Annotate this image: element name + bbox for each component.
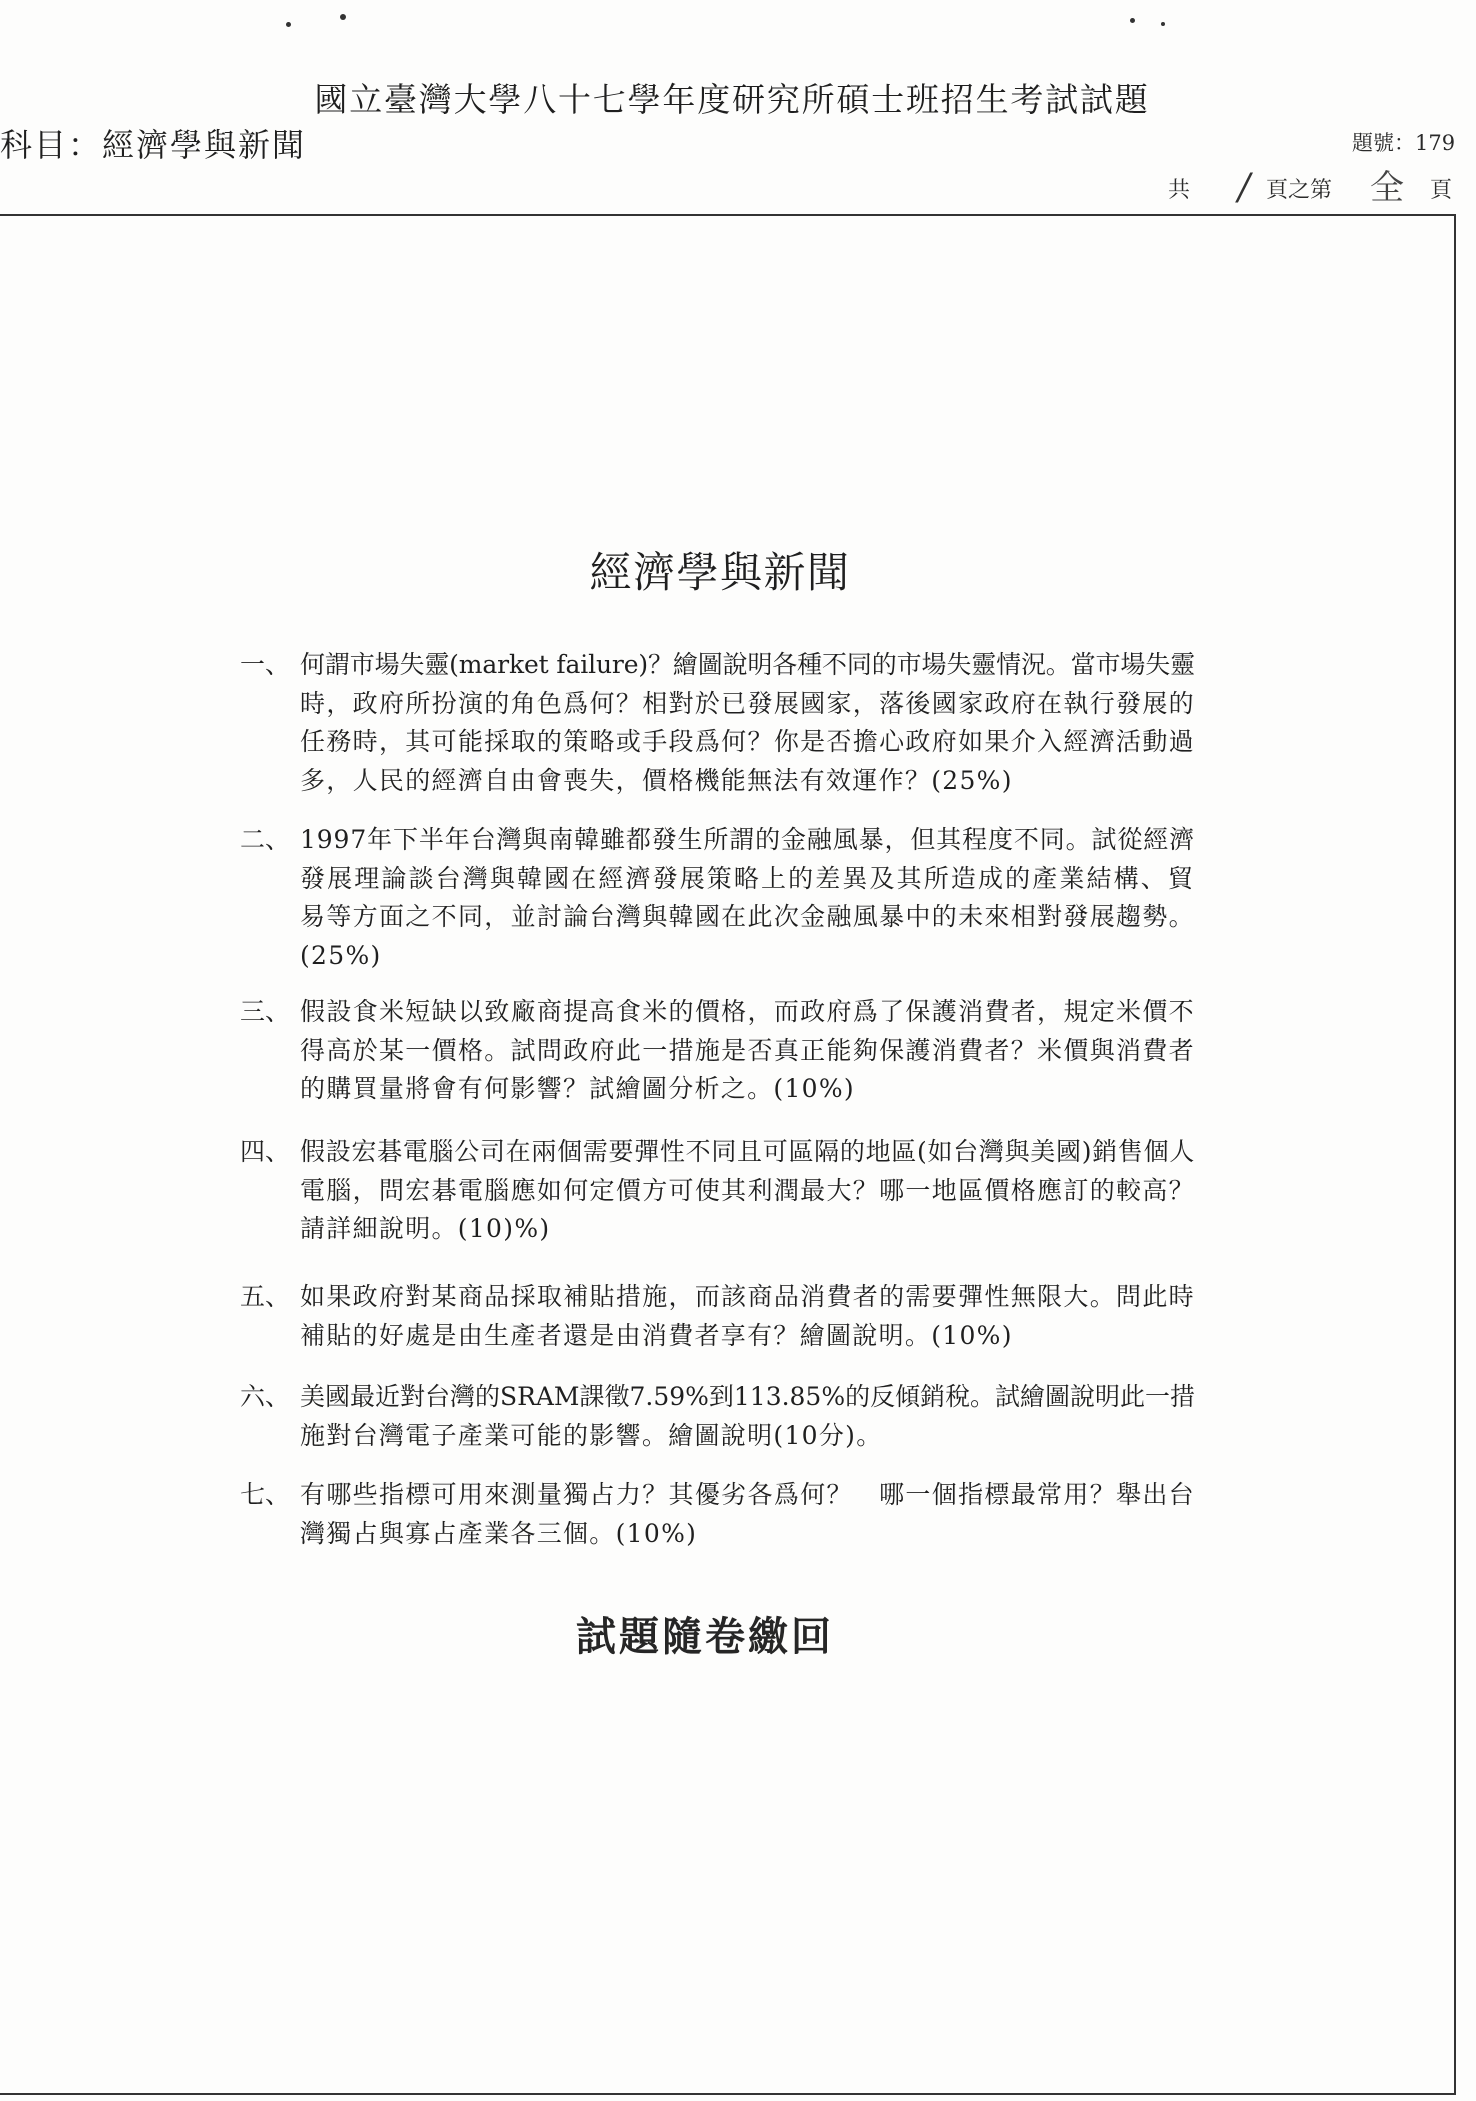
question-line: 灣獨占與寡占產業各三個。(10%) xyxy=(300,1518,698,1548)
question-number: 三、 xyxy=(240,997,291,1026)
question-line: 發展理論談台灣與韓國在經濟發展策略上的差異及其所造成的產業結構、貿 xyxy=(300,863,1195,893)
exam-title: 經濟學與新聞 xyxy=(589,548,851,597)
question-line: 時，政府所扮演的角色爲何？相對於已發展國家，落後國家政府在執行發展的 xyxy=(300,688,1195,718)
page-total-handwritten: / xyxy=(1238,167,1251,208)
question-line: 1997年下半年台灣與南韓雖都發生所謂的金融風暴，但其程度不同。試從經濟 xyxy=(300,825,1195,854)
question-line: 請詳細說明。(10)%) xyxy=(300,1214,551,1243)
question-line: 假設宏碁電腦公司在兩個需要彈性不同且可區隔的地區(如台灣與美國)銷售個人 xyxy=(300,1137,1195,1166)
scan-speck xyxy=(286,22,291,27)
question-number: 六、 xyxy=(240,1382,291,1411)
question-line: 多，人民的經濟自由會喪失，價格機能無法有效運作？(25%) xyxy=(300,765,1013,795)
page-suffix: 頁 xyxy=(1430,178,1453,203)
question-number: 五、 xyxy=(240,1282,291,1311)
scan-speck xyxy=(340,14,346,20)
question-3 xyxy=(240,993,1210,1153)
question-body xyxy=(300,1378,1197,1455)
question-number: 七、 xyxy=(240,1480,291,1509)
question-line: 易等方面之不同，並討論台灣與韓國在此次金融風暴中的未來相對發展趨勢。 xyxy=(300,902,1195,931)
scan-speck xyxy=(1161,22,1165,26)
exam-header-title: 國立臺灣大學八十七學年度研究所碩士班招生考試試題 xyxy=(314,80,1150,119)
page-total-prefix: 共 xyxy=(1168,178,1191,203)
scan-speck xyxy=(1130,18,1135,23)
question-body xyxy=(300,1133,1197,1249)
question-1 xyxy=(240,646,1210,806)
question-line: 如果政府對某商品採取補貼措施，而該商品消費者的需要彈性無限大。問此時 xyxy=(300,1282,1195,1311)
question-line: 假設食米短缺以致廠商提高食米的價格，而政府爲了保護消費者，規定米價不 xyxy=(300,997,1195,1026)
question-number: 二、 xyxy=(240,825,291,854)
question-line: 任務時，其可能採取的策略或手段爲何？你是否擔心政府如果介入經濟活動過 xyxy=(300,727,1195,756)
question-line: 施對台灣電子產業可能的影響。繪圖說明(10分)。 xyxy=(300,1420,883,1450)
question-line: 有哪些指標可用來測量獨占力？其優劣各爲何？ 哪一個指標最常用？舉出台 xyxy=(300,1480,1195,1509)
question-body xyxy=(300,821,1197,975)
question-line: 的購買量將會有何影響？試繪圖分析之。(10%) xyxy=(300,1074,855,1103)
question-line: 補貼的好處是由生產者還是由消費者享有？繪圖說明。(10%) xyxy=(300,1320,1013,1350)
question-line: 得高於某一價格。試問政府此一措施是否真正能夠保護消費者？米價與消費者 xyxy=(300,1035,1195,1065)
question-body xyxy=(300,646,1197,800)
question-number: 四、 xyxy=(240,1137,291,1166)
subject-label: 科目：經濟學與新聞 xyxy=(0,126,307,164)
question-2 xyxy=(240,821,1210,981)
question-number: 一、 xyxy=(240,650,291,679)
question-line: 美國最近對台灣的SRAM課徵7.59%到113.85%的反傾銷稅。試繪圖說明此一措 xyxy=(300,1382,1195,1411)
return-exam-note: 試題隨卷繳回 xyxy=(576,1613,834,1660)
question-line: 電腦，問宏碁電腦應如何定價方可使其利潤最大？哪一地區價格應訂的較高？ xyxy=(300,1175,1195,1205)
question-line: (25%) xyxy=(300,940,382,970)
page-middle-text: 頁之第 xyxy=(1266,178,1333,203)
question-body xyxy=(300,993,1197,1109)
question-body xyxy=(300,1278,1197,1355)
question-4 xyxy=(240,1133,1210,1293)
question-code: 題號：179 xyxy=(1352,131,1456,155)
question-line: 何謂市場失靈(market failure)？繪圖說明各種不同的市場失靈情況。當市場失靈 xyxy=(300,650,1195,679)
question-body xyxy=(300,1476,1197,1553)
page-current-handwritten: 全 xyxy=(1370,168,1404,208)
